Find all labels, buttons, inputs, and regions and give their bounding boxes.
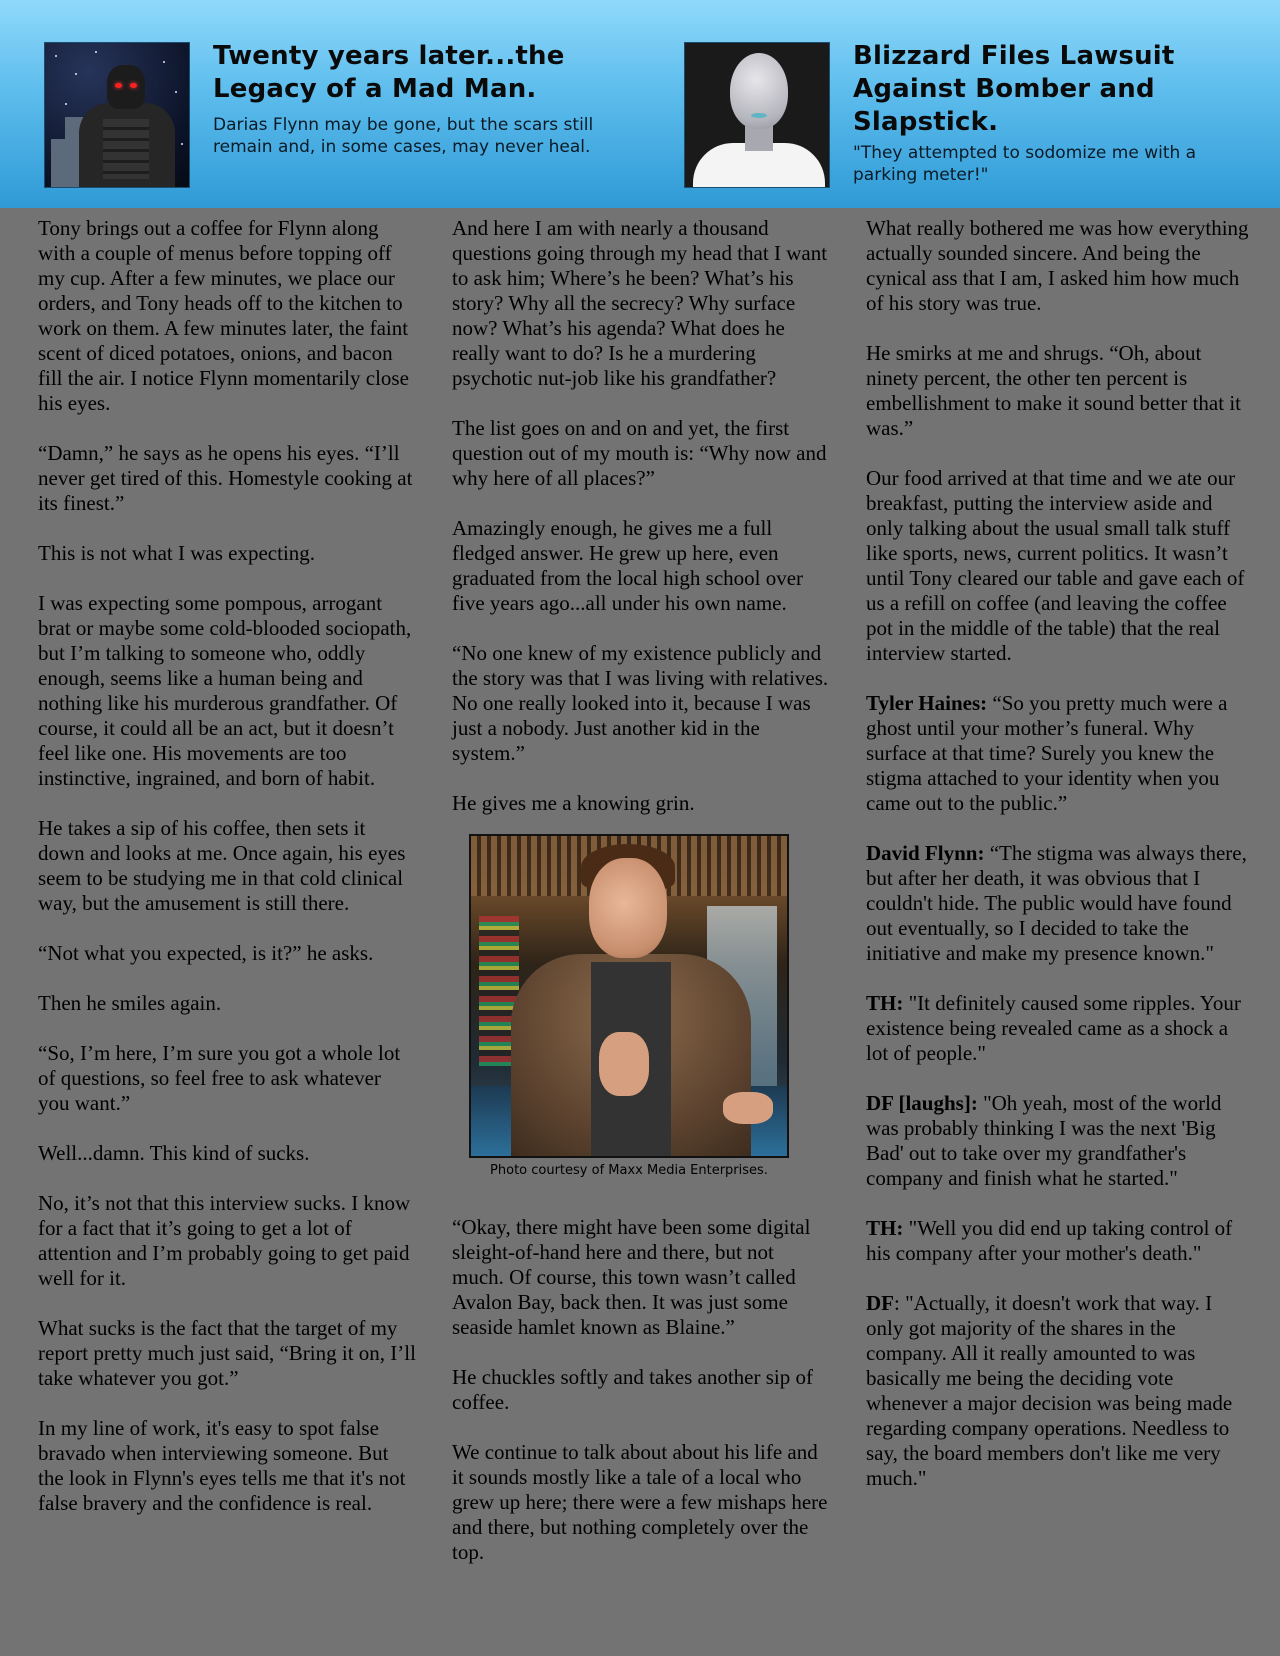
paragraph: We continue to talk about about his life and it sounds mostly like a tale of a local who grew up here; there were a few mishaps here and there, but nothing completely over the top. [452,1440,828,1564]
interview-line: David Flynn: “The stigma was always there, but after her death, it was obvious that I couldn't hide. The public would have found out eventually, so I decided to take the initiative and make my presence known." [866,841,1247,965]
paragraph: I was expecting some pompous, arrogant brat or maybe some cold-blooded sociopath, but I’m talking to someone who, oddly enough, seems like a human being and nothing like his murderous grandfather. Of course, it could all be an act, but it doesn’t feel like one. His movements are too instinctive, ingrained, and born of habit. [38,591,412,790]
article-column-1 [38,216,416,1541]
paragraph: Well...damn. This kind of sucks. [38,1141,310,1165]
speaker-label: TH: [866,1216,904,1240]
header-banner [0,0,1280,208]
paragraph: Amazingly enough, he gives me a full fledged answer. He grew up here, even graduated from the local high school over five years ago...all under his own name. [452,516,804,615]
article-column-3 [866,216,1250,1516]
article-figure [469,834,789,1180]
paragraph: He chuckles softly and takes another sip of coffee. [452,1365,813,1414]
paragraph: He smirks at me and shrugs. “Oh, about ninety percent, the other ten percent is embellishment to make it sound better that it was.” [866,341,1242,440]
interview-line: Tyler Haines: “So you pretty much were a ghost until your mother’s funeral. Why surface at that time? Surely you knew the stigma attached to your identity when you came out to the public.” [866,691,1228,815]
paragraph: This is not what I was expecting. [38,541,316,565]
robot-villain-thumbnail-icon[interactable] [44,42,190,188]
paragraph: In my line of work, it's easy to spot false bravado when interviewing someone. But the look in Flynn's eyes tells me that it's not false bravery and the confidence is real. [38,1416,406,1515]
paragraph: What really bothered me was how everything actually sounded sincere. And being the cynical ass that I am, I asked him how much of his story was true. [866,216,1249,315]
interview-line: TH: "It definitely caused some ripples. Your existence being revealed came as a shock a lot of people." [866,991,1241,1065]
photo-caption: Photo courtesy of Maxx Media Enterprises. [490,1163,768,1178]
paragraph: And here I am with nearly a thousand questions going through my head that I want to ask him; Where’s he been? What’s his story? Why all the secrecy? Why surface now? What’s his agenda? What does he really want to do? Is he a murdering psychotic nut-job like his grandfather? [452,216,828,390]
speaker-label: Tyler Haines: [866,691,988,715]
speaker-label: DF [laughs]: [866,1091,978,1115]
speaker-label: TH: [866,991,904,1015]
speaker-label: David Flynn: [866,841,985,865]
paragraph: “Damn,” he says as he opens his eyes. “I’ll never get tired of this. Homestyle cooking at its finest.” [38,441,413,515]
paragraph: Tony brings out a coffee for Flynn along with a couple of menus before topping off my cup. After a few minutes, we place our orders, and Tony heads off to the kitchen to work on them. A few minutes later, the faint scent of diced potatoes, onions, and bacon fill the air. I notice Flynn momentarily close his eyes. [38,216,409,415]
paragraph: He takes a sip of his coffee, then sets it down and looks at me. Once again, his eyes seem to be studying me in that cold clinical way, but the amusement is still there. [38,816,406,915]
paragraph: He gives me a knowing grin. [452,791,695,815]
story-2-subtitle: "They attempted to sodomize me with a parking meter!" [853,143,1197,185]
paragraph: “Okay, there might have been some digital sleight-of-hand here and there, but not much. Of course, this town wasn’t called Avalon Bay, back then. It was just some seaside hamlet known as Blaine.” [452,1215,811,1339]
interview-line: TH: "Well you did end up taking control of his company after your mother's death." [866,1216,1233,1265]
paragraph: Then he smiles again. [38,991,222,1015]
speaker-label: DF [866,1291,894,1315]
paragraph: What sucks is the fact that the target of my report pretty much just said, “Bring it on, I’ll take whatever you got.” [38,1316,416,1390]
story-2-title[interactable]: Blizzard Files Lawsuit Against Bomber and Slapstick. [853,41,1175,137]
interview-photo [469,834,789,1158]
interview-line: DF [laughs]: "Oh yeah, most of the world was probably thinking I was the next 'Big Bad' out to take over my grandfather's company and finish what he started." [866,1091,1222,1190]
paragraph: Our food arrived at that time and we ate our breakfast, putting the interview aside and only talking about the usual small talk stuff like sports, news, current politics. It wasn’t until Tony cleared our table and gave each of us a refill on coffee (and leaving the coffee pot in the middle of the table) that the real interview started. [866,466,1245,665]
paragraph: The list goes on and on and yet, the first question out of my mouth is: “Why now and why here of all places?” [452,416,827,490]
interview-line: DF: "Actually, it doesn't work that way. I only got majority of the shares in the company. All it really amounted to was basically me being the deciding vote whenever a major decision was being made regarding company operations. Needless to say, the board members don't like me very much." [866,1291,1233,1490]
paragraph: “Not what you expected, is it?” he asks. [38,941,374,965]
paragraph: “No one knew of my existence publicly and the story was that I was living with relatives. No one really looked into it, because I was just a nobody. Just another kid in the system.” [452,641,829,765]
story-1-subtitle: Darias Flynn may be gone, but the scars still remain and, in some cases, may never heal. [213,115,594,157]
paragraph: No, it’s not that this interview sucks. I know for a fact that it’s going to get a lot of attention and I’m probably going to get paid well for it. [38,1191,411,1290]
story-1-title[interactable]: Twenty years later...the Legacy of a Mad Man. [213,41,565,104]
paragraph: “So, I’m here, I’m sure you got a whole lot of questions, so feel free to ask whatever you want.” [38,1041,401,1115]
article-column-2 [452,216,830,1590]
pale-man-thumbnail-icon[interactable] [684,42,830,188]
